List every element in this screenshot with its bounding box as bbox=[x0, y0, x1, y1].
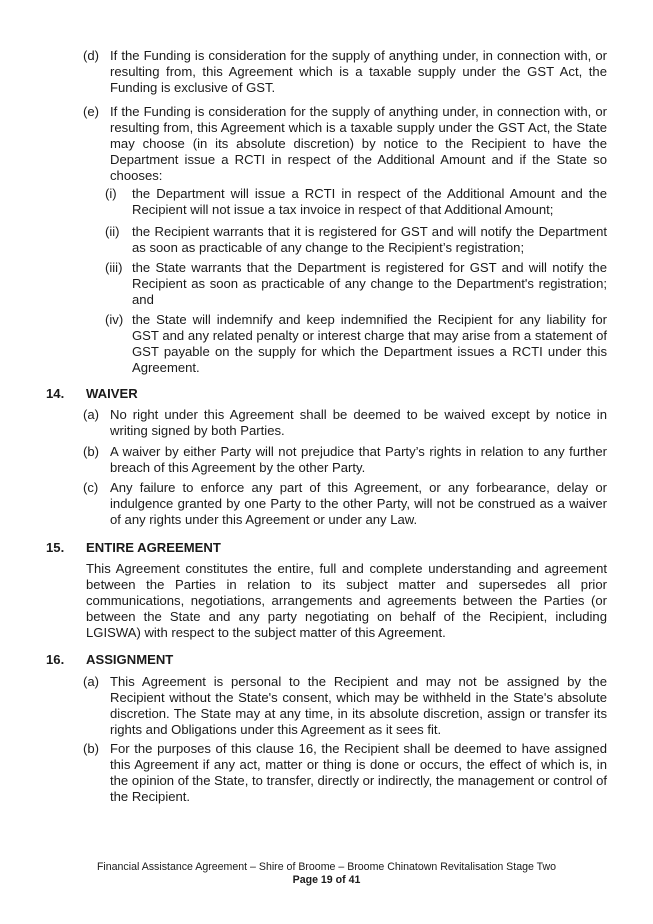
clause-label: (c) bbox=[83, 480, 99, 495]
clause-label: (d) bbox=[83, 48, 100, 63]
clause-d bbox=[83, 48, 607, 96]
section-title: ASSIGNMENT bbox=[86, 652, 174, 667]
subclause-text: the Department will issue a RCTI in respect of the Additional Amount and the Recipient will not issue a tax invoice in respect of that Additional Amount; bbox=[132, 186, 607, 218]
section-title: ENTIRE AGREEMENT bbox=[86, 540, 221, 555]
subclause-text: the State warrants that the Department is registered for GST and will notify the Recipient as soon as practicable of any change to the Department's registration; and bbox=[132, 260, 607, 308]
page-footer bbox=[0, 861, 653, 887]
subclause-label: (iii) bbox=[105, 260, 123, 275]
clause-label: (a) bbox=[83, 407, 100, 422]
clause-text: This Agreement is personal to the Recipient and may not be assigned by the Recipient without the State's consent, which may be withheld in the State's absolute discretion. The State may at any time, in its absolute discretion, assign or transfer its rights and Obligations under this Agreement as it sees fit. bbox=[110, 674, 607, 738]
waiver-b bbox=[83, 444, 607, 476]
subclause-iv bbox=[105, 312, 607, 376]
subclause-text: the Recipient warrants that it is registered for GST and will notify the Department as soon as practicable of any change to the Recipient’s registration; bbox=[132, 224, 607, 256]
clause-label: (e) bbox=[83, 104, 100, 119]
subclause-label: (i) bbox=[105, 186, 117, 201]
section-number: 15. bbox=[46, 540, 65, 555]
waiver-a bbox=[83, 407, 607, 439]
subclause-ii bbox=[105, 224, 607, 256]
assignment-b bbox=[83, 741, 607, 805]
section-title: WAIVER bbox=[86, 386, 138, 401]
section-number: 14. bbox=[46, 386, 65, 401]
clause-text: If the Funding is consideration for the supply of anything under, in connection with, or resulting from, this Agreement which is a taxable supply under the GST Act, the Funding is exclusive of GST. bbox=[110, 48, 607, 96]
page-number: Page 19 of 41 bbox=[292, 874, 361, 886]
subclause-label: (iv) bbox=[105, 312, 124, 327]
paragraph-text: This Agreement constitutes the entire, full and complete understanding and agreement between the Parties in relation to its subject matter and supersedes all prior communications, negotiations, arrangements and agreements between the Parties (or between the State and any party negotiating on behalf of the Recipient, including LGISWA) with respect to the subject matter of this Agreement. bbox=[86, 561, 607, 641]
clause-text: A waiver by either Party will not prejudice that Party’s rights in relation to any further breach of this Agreement by the other Party. bbox=[110, 444, 607, 476]
subclause-iii bbox=[105, 260, 607, 308]
clause-text: No right under this Agreement shall be deemed to be waived except by notice in writing signed by both Parties. bbox=[110, 407, 607, 439]
clause-text: If the Funding is consideration for the supply of anything under, in connection with, or resulting from, this Agreement which is a taxable supply under the GST Act, the State may choose (in its absolute discretion) by notice to the Recipient to have the Department issue a RCTI in respect of the Additional Amount and if the State so chooses: bbox=[110, 104, 607, 184]
clause-label: (b) bbox=[83, 444, 100, 459]
clause-text: Any failure to enforce any part of this Agreement, or any forbearance, delay or indulgence granted by one Party to the other Party, will not be construed as a waiver of any rights under this Agreement or under any Law. bbox=[110, 480, 607, 528]
subclause-i bbox=[105, 186, 607, 218]
section-number: 16. bbox=[46, 652, 65, 667]
entire-agreement-text bbox=[86, 561, 607, 641]
waiver-c bbox=[83, 480, 607, 528]
clause-label: (a) bbox=[83, 674, 100, 689]
clause-e bbox=[83, 104, 607, 184]
footer-title: Financial Assistance Agreement – Shire of Broome – Broome Chinatown Revitalisation Stage Two bbox=[96, 861, 557, 873]
subclause-label: (ii) bbox=[105, 224, 120, 239]
clause-text: For the purposes of this clause 16, the Recipient shall be deemed to have assigned this Agreement if any act, matter or thing is done or occurs, the effect of which is, in the opinion of the State, to transfer, directly or indirectly, the management or control of the Recipient. bbox=[110, 741, 607, 805]
subclause-text: the State will indemnify and keep indemnified the Recipient for any liability for GST and any related penalty or interest charge that may arise from a statement of GST payable on the supply for which the Department issues a RCTI under this Agreement. bbox=[132, 312, 607, 376]
assignment-a bbox=[83, 674, 607, 738]
clause-label: (b) bbox=[83, 741, 100, 756]
